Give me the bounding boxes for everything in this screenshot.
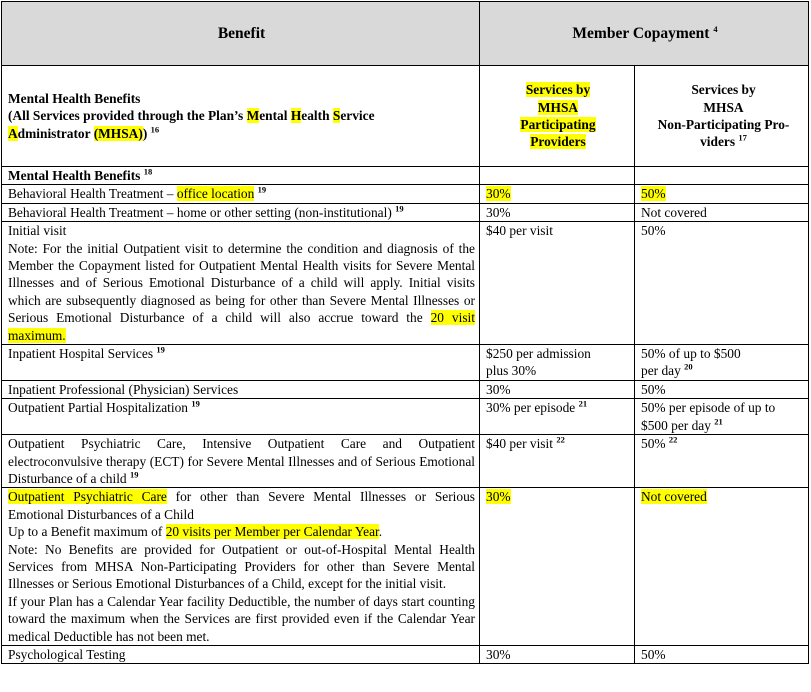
table-row: Inpatient Hospital Services $^{19}$ $250 per admission plus 30% 50% of up to $500 per day $^{20}$	[2, 345, 809, 381]
non-participating-providers-header: Services by MHSA Non-Participating Pro- viders $^{17}$	[635, 66, 809, 167]
table-row: Behavioral Health Treatment – home or other setting (non-institutional) $^{19}$ 30% Not covered	[2, 203, 809, 221]
table-row: Outpatient Partial Hospitalization $^{19}$ 30% per episode $^{21}$ 50% per episode of up to $500 per day $^{21}$	[2, 399, 809, 435]
table-row: Outpatient Psychiatric Care for other than Severe Mental Illnesses or Serious Emotional Disturbances of a Child Up to a Benefit maximum of 20 visits per Member per Calendar Year. Note: No Benefits are provided for Outpatient or out-of-Hospital Mental Health Services from MHSA Non-Participating Providers for other than Severe Mental Illnesses or Serious Emotional Disturbances of a Child, except for the initial visit. If your Plan has a Calendar Year facility Deductible, the number of days start counting toward the maximum when the Services are first provided even if the Calendar Year medical Deductible has not been met. 30% Not covered	[2, 488, 809, 646]
table-row: Inpatient Professional (Physician) Services 30% 50%	[2, 380, 809, 398]
table-header-row	[2, 2, 809, 66]
section-row	[2, 167, 809, 185]
participating-providers-header: Services by MHSA Participating Providers	[480, 66, 635, 167]
table-row: Outpatient Psychiatric Care, Intensive Outpatient Care and Outpatient electroconvulsive therapy (ECT) for Severe Mental Illnesses and of Serious Emotional Disturbance of a child $^{19}$ $40 per visit $^{22}$ 50% $^{22}$	[2, 435, 809, 488]
benefits-table	[1, 1, 809, 664]
table-row: Psychological Testing 30% 50%	[2, 645, 809, 663]
member-copayment-header: Member Copayment $^4$	[480, 2, 809, 66]
table-row: Behavioral Health Treatment – office location $^{19}$ 30% 50%	[2, 185, 809, 203]
table-row: Initial visit Note: For the initial Outpatient visit to determine the condition and diagnosis of the Member the Copayment listed for Outpatient Mental Health visits for Severe Mental Illnesses and of Serious Emotional Disturbance of a child will apply. Initial visits which are subsequently diagnosed as being for other than Severe Mental Illnesses or Serious Emotional Disturbance of a child will also accrue toward the 20 visit maximum. $40 per visit 50%	[2, 222, 809, 345]
section-label: Mental Health Benefits $^{18}$	[2, 167, 480, 185]
mental-health-benefits-title: Mental Health Benefits (All Services provided through the Plan’s Mental Health Service Administrator (MHSA)) $^{16}$	[2, 66, 480, 167]
benefit-header: Benefit	[2, 2, 480, 66]
subheader-row	[2, 66, 809, 167]
